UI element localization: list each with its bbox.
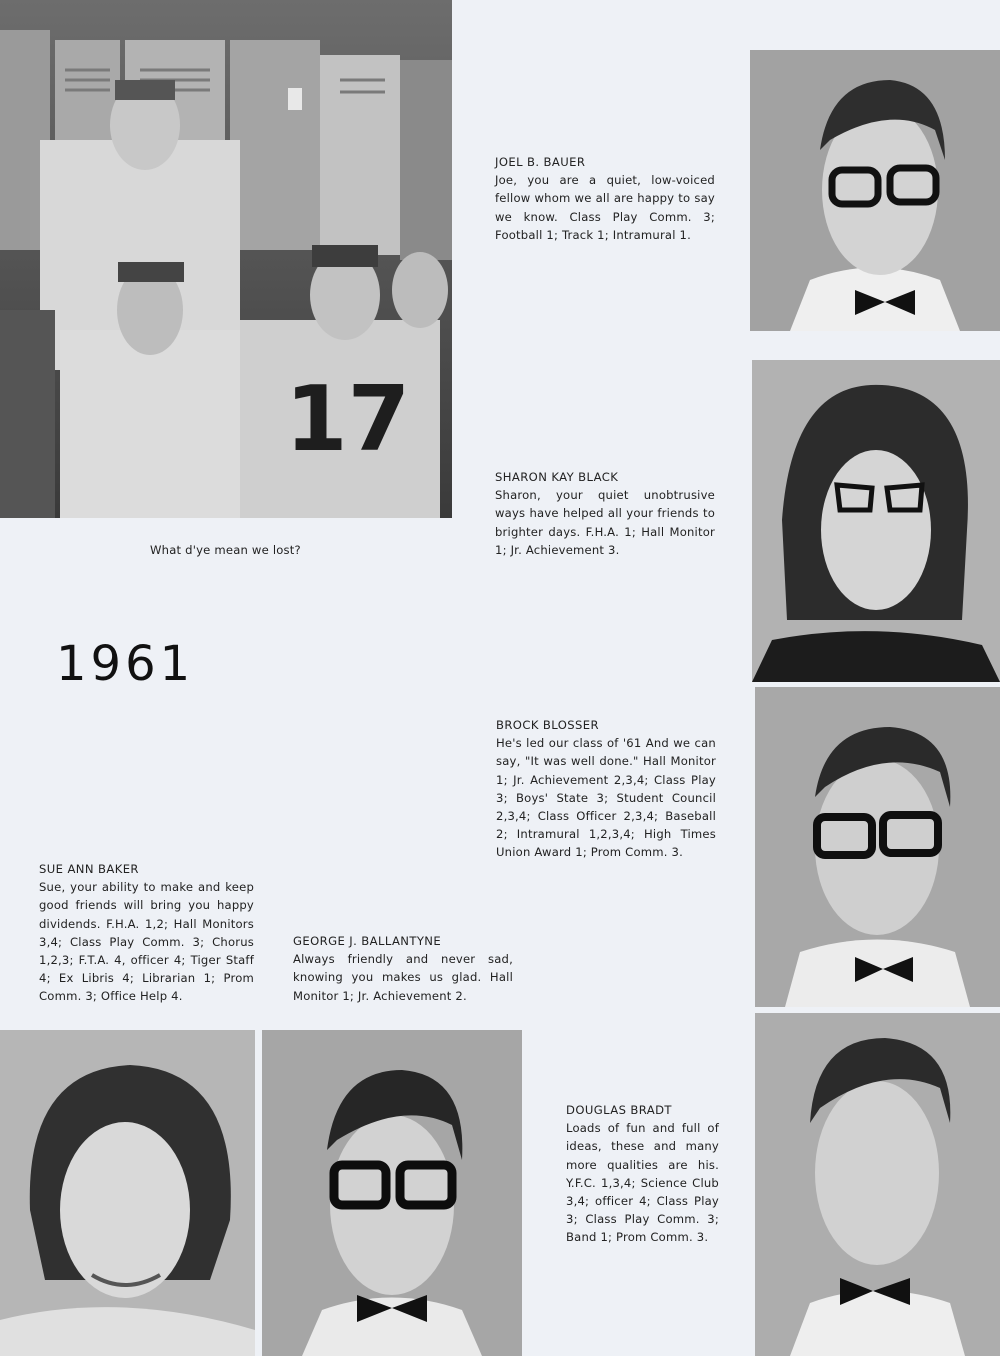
bio-joel-bauer	[495, 153, 715, 244]
portrait-sue-baker	[0, 1030, 255, 1356]
bio-george-ballantyne	[293, 932, 513, 1005]
bio-name: DOUGLAS BRADT	[566, 1103, 672, 1117]
bio-name: JOEL B. BAUER	[495, 155, 586, 169]
bio-sharon-black	[495, 468, 715, 559]
bio-name: GEORGE J. BALLANTYNE	[293, 934, 442, 948]
jersey-number: 17	[285, 367, 411, 472]
portrait-douglas-bradt	[755, 1013, 1000, 1356]
locker-room-photo	[0, 0, 452, 518]
bio-sue-baker	[39, 860, 254, 1006]
photo-caption: What d'ye mean we lost?	[150, 543, 301, 557]
year-heading: 1961	[56, 636, 195, 692]
bio-text: Always friendly and never sad, knowing you makes us glad. Hall Monitor 1; Jr. Achievement 2.	[293, 952, 513, 1003]
bio-name: SUE ANN BAKER	[39, 862, 139, 876]
bio-text: Sharon, your quiet unobtrusive ways have helped all your friends to brighter days. F.H.A. 1; Hall Monitor 1; Jr. Achievement 3.	[495, 488, 715, 557]
portrait-george-ballantyne	[262, 1030, 522, 1356]
bio-name: SHARON KAY BLACK	[495, 470, 619, 484]
bio-text: Joe, you are a quiet, low-voiced fellow whom we all are happy to say we know. Class Play Comm. 3; Football 1; Track 1; Intramural 1.	[495, 173, 715, 242]
bio-name: BROCK BLOSSER	[496, 718, 599, 732]
portrait-brock-blosser	[755, 687, 1000, 1007]
bio-text: He's led our class of '61 And we can say, "It was well done." Hall Monitor 1; Jr. Achievement 2,3,4; Class Play 3; Boys' State 3; Student Council 2,3,4; Class Officer 2,3,4; Baseball 2; Intramural 1,2,3,4; High Times Union Award 1; Prom Comm. 3.	[496, 736, 716, 860]
bio-text: Loads of fun and full of ideas, these and many more qualities are his. Y.F.C. 1,3,4; Science Club 3,4; officer 4; Class Play 3; Class Play Comm. 3; Band 1; Prom Comm. 3.	[566, 1121, 719, 1245]
portrait-sharon-black	[752, 360, 1000, 682]
bio-brock-blosser	[496, 716, 716, 862]
bio-text: Sue, your ability to make and keep good friends will bring you happy dividends. F.H.A. 1,2; Hall Monitors 3,4; Class Play Comm. 3; Chorus 1,2,3; F.T.A. 4, officer 4; Tiger Staff 4; Ex Libris 4; Librarian 1; Prom Comm. 3; Office Help 4.	[39, 880, 254, 1004]
portrait-joel-bauer	[750, 50, 1000, 331]
bio-douglas-bradt	[566, 1101, 719, 1247]
